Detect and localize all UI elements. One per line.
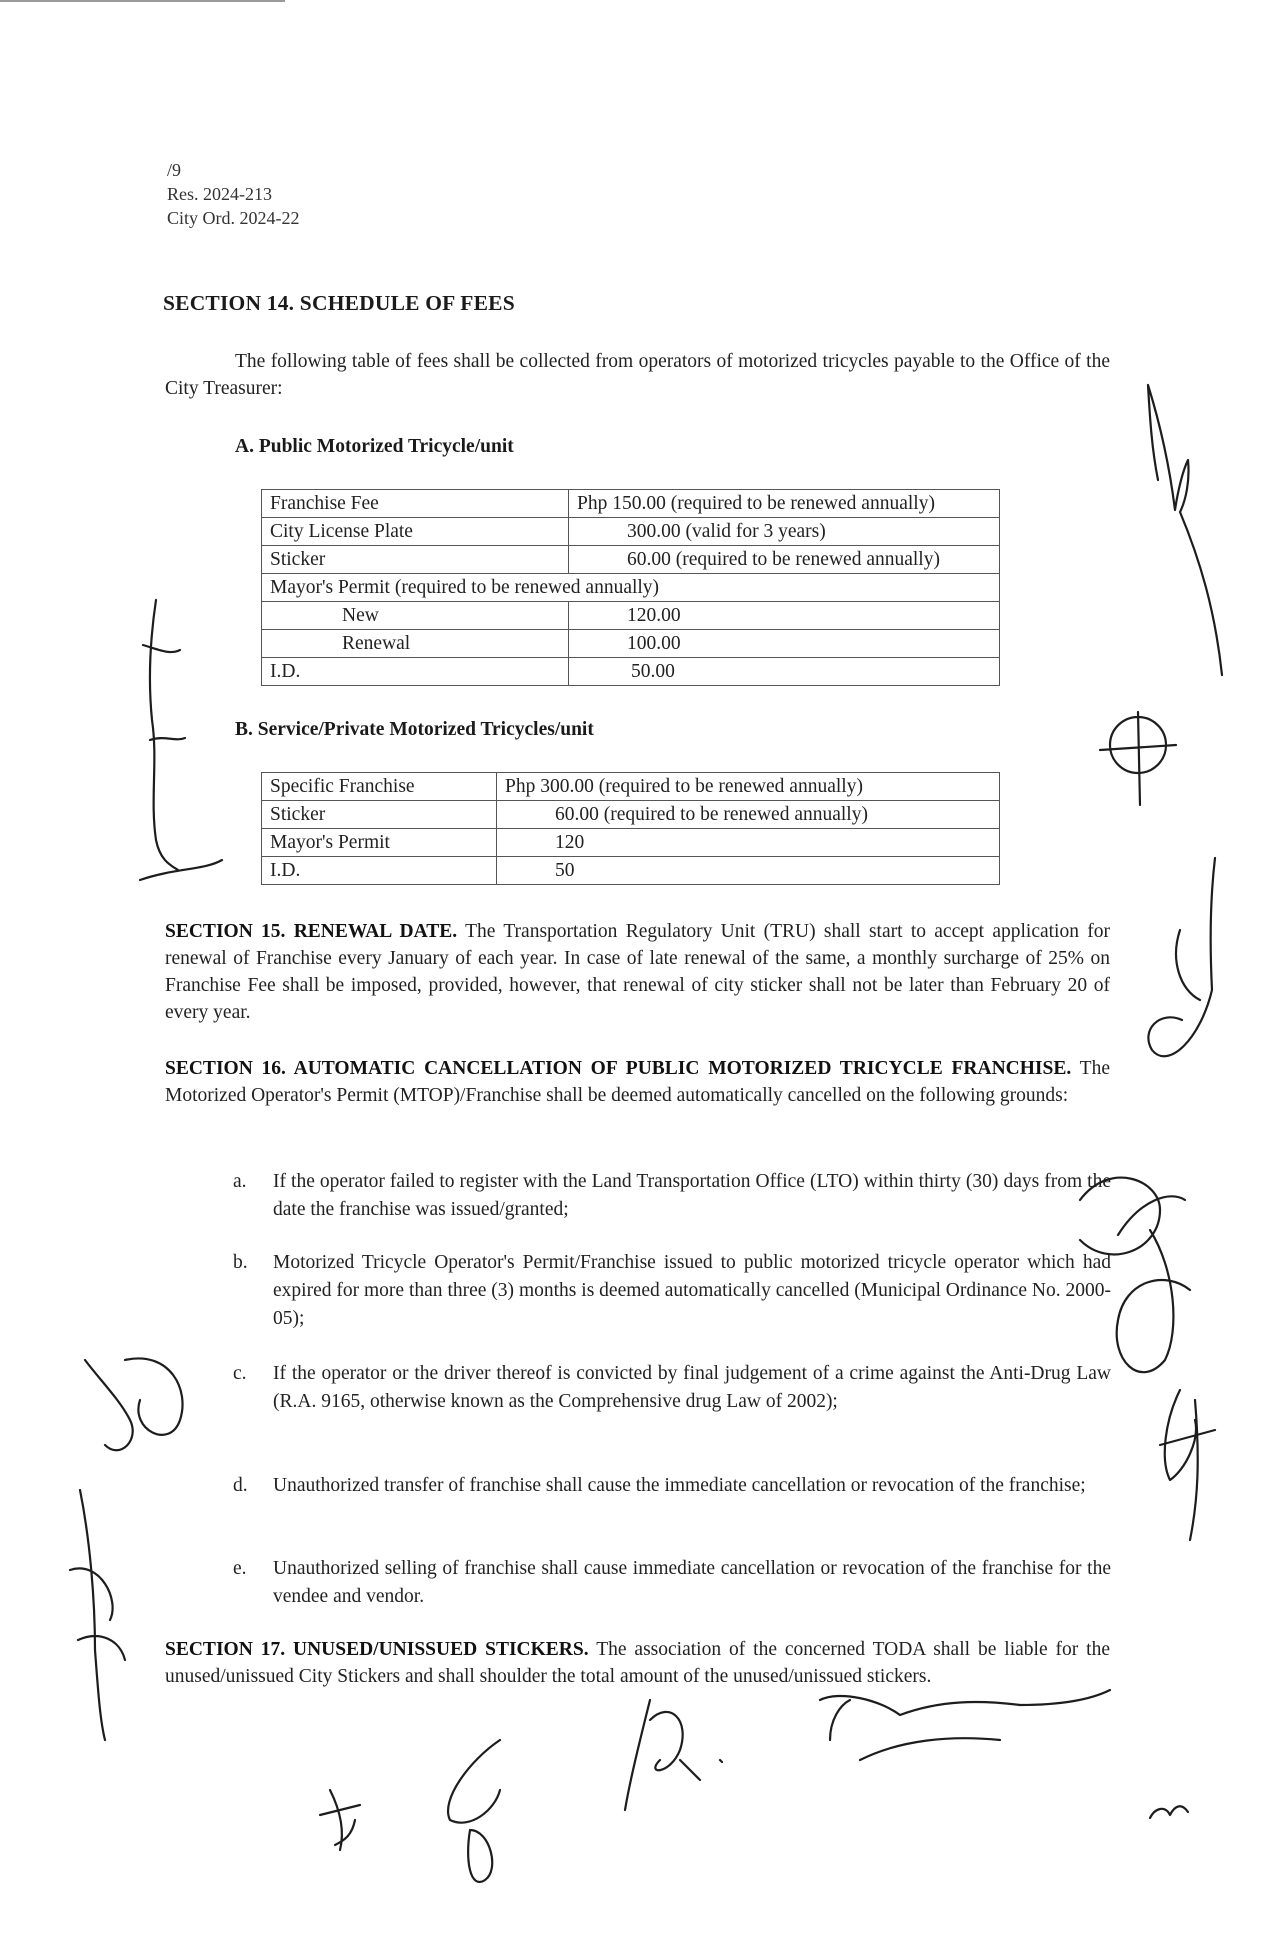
table-row: [262, 773, 1000, 801]
fee-item: I.D.: [262, 857, 497, 885]
signature-right-top: [1148, 385, 1222, 675]
section-15-body: The Transportation Regulatory Unit (TRU) shall start to accept application for renewal of Franchise every January of each year. In case of late renewal of the same, a monthly surcharge of 25% on Franchise Fee shall be imposed, provided, however, that renewal of city sticker shall not be later than February 20 of every year.: [165, 921, 1110, 1023]
fee-item: City License Plate: [262, 518, 569, 546]
section-14-intro: The following table of fees shall be collected from operators of motorized tricycles payable to the Office of the City Treasurer:: [165, 351, 1110, 399]
public-tricycle-heading: A. Public Motorized Tricycle/unit: [235, 436, 514, 457]
section-16-title: SECTION 16. AUTOMATIC CANCELLATION OF PUBLIC MOTORIZED TRICYCLE FRANCHISE.: [165, 1058, 1072, 1079]
table-row: [262, 602, 1000, 630]
signature-right-lower: [1160, 1390, 1215, 1540]
fee-amount: 50: [497, 857, 1000, 885]
list-text: Unauthorized transfer of franchise shall cause the immediate cancellation or revocation of the franchise;: [273, 1475, 1086, 1496]
fee-amount: Php 150.00 (required to be renewed annually): [569, 490, 1000, 518]
list-item: [233, 1472, 1111, 1500]
table-row: [262, 801, 1000, 829]
resolution-number: Res. 2024-213: [167, 184, 272, 204]
fee-item: Sticker: [262, 801, 497, 829]
fee-amount: 120: [497, 829, 1000, 857]
fee-amount: 50.00: [569, 658, 1000, 686]
fee-amount: 300.00 (valid for 3 years): [569, 518, 1000, 546]
section-17-body: The association of the concerned TODA shall be liable for the unused/unissued City Stickers and shall shoulder the total amount of the unused/unissued stickers.: [165, 1639, 1110, 1687]
table-row: [262, 574, 1000, 602]
list-text: If the operator failed to register with the Land Transportation Office (LTO) within thirty (30) days from the date the franchise was issued/granted;: [273, 1171, 1111, 1220]
fee-amount: 60.00 (required to be renewed annually): [497, 801, 1000, 829]
table-row: [262, 658, 1000, 686]
table-row: [262, 630, 1000, 658]
fee-amount: Php 300.00 (required to be renewed annually): [497, 773, 1000, 801]
section-16-body: The Motorized Operator's Permit (MTOP)/Franchise shall be deemed automatically cancelled on the following grounds:: [165, 1058, 1110, 1106]
fee-item: Specific Franchise: [262, 773, 497, 801]
fee-item: Franchise Fee: [262, 490, 569, 518]
fee-amount: 60.00 (required to be renewed annually): [569, 546, 1000, 574]
public-fees-table: [261, 489, 1000, 686]
table-row: [262, 829, 1000, 857]
list-text: Unauthorized selling of franchise shall cause immediate cancellation or revocation of the franchise for the vendee and vendor.: [273, 1558, 1111, 1607]
section-16: [165, 1055, 1110, 1109]
signature-right-mid: [1148, 858, 1215, 1056]
list-item: [233, 1360, 1111, 1416]
list-item: [233, 1249, 1111, 1333]
signature-bottom-2: [448, 1740, 500, 1882]
fee-item: Sticker: [262, 546, 569, 574]
fee-item: Renewal: [262, 630, 569, 658]
section-17-title: SECTION 17. UNUSED/UNISSUED STICKERS.: [165, 1639, 589, 1660]
list-marker: e.: [233, 1558, 247, 1579]
table-row: [262, 490, 1000, 518]
signature-bottom-3: [625, 1700, 722, 1810]
fee-amount: 120.00: [569, 602, 1000, 630]
signature-bottom-4: [820, 1690, 1110, 1760]
signature-left-vertical: [140, 600, 222, 880]
list-item: [233, 1168, 1111, 1224]
fee-item: I.D.: [262, 658, 569, 686]
list-marker: a.: [233, 1171, 247, 1192]
signature-bottom-right: [1150, 1806, 1188, 1818]
list-text: If the operator or the driver thereof is convicted by final judgement of a crime against the Anti-Drug Law (R.A. 9165, otherwise known as the Comprehensive drug Law of 2002);: [273, 1363, 1111, 1412]
table-row: [262, 546, 1000, 574]
fee-item: Mayor's Permit: [262, 829, 497, 857]
section-15-title: SECTION 15. RENEWAL DATE.: [165, 921, 458, 942]
table-row: [262, 857, 1000, 885]
page-number: /9: [167, 160, 182, 180]
section-15: [165, 918, 1110, 1026]
private-tricycle-heading: B. Service/Private Motorized Tricycles/unit: [235, 719, 594, 740]
table-row: [262, 518, 1000, 546]
fee-item: Mayor's Permit (required to be renewed annually): [262, 574, 1000, 602]
fee-amount: 100.00: [569, 630, 1000, 658]
section-14-title: SECTION 14. SCHEDULE OF FEES: [163, 291, 515, 315]
section-17: [165, 1636, 1110, 1690]
ordinance-number: City Ord. 2024-22: [167, 208, 300, 228]
signature-bottom-1: [320, 1790, 360, 1850]
list-marker: b.: [233, 1252, 248, 1273]
fee-item: New: [262, 602, 569, 630]
signature-circle-cross: [1100, 712, 1176, 805]
scan-top-line: [0, 0, 285, 2]
list-marker: c.: [233, 1363, 247, 1384]
list-text: Motorized Tricycle Operator's Permit/Franchise issued to public motorized tricycle operator which had expired for more than three (3) months is deemed automatically cancelled (Municipal Ordinance No. 2000-05);: [273, 1252, 1111, 1329]
private-fees-table: [261, 772, 1000, 885]
list-item: [233, 1555, 1111, 1611]
list-marker: d.: [233, 1475, 248, 1496]
